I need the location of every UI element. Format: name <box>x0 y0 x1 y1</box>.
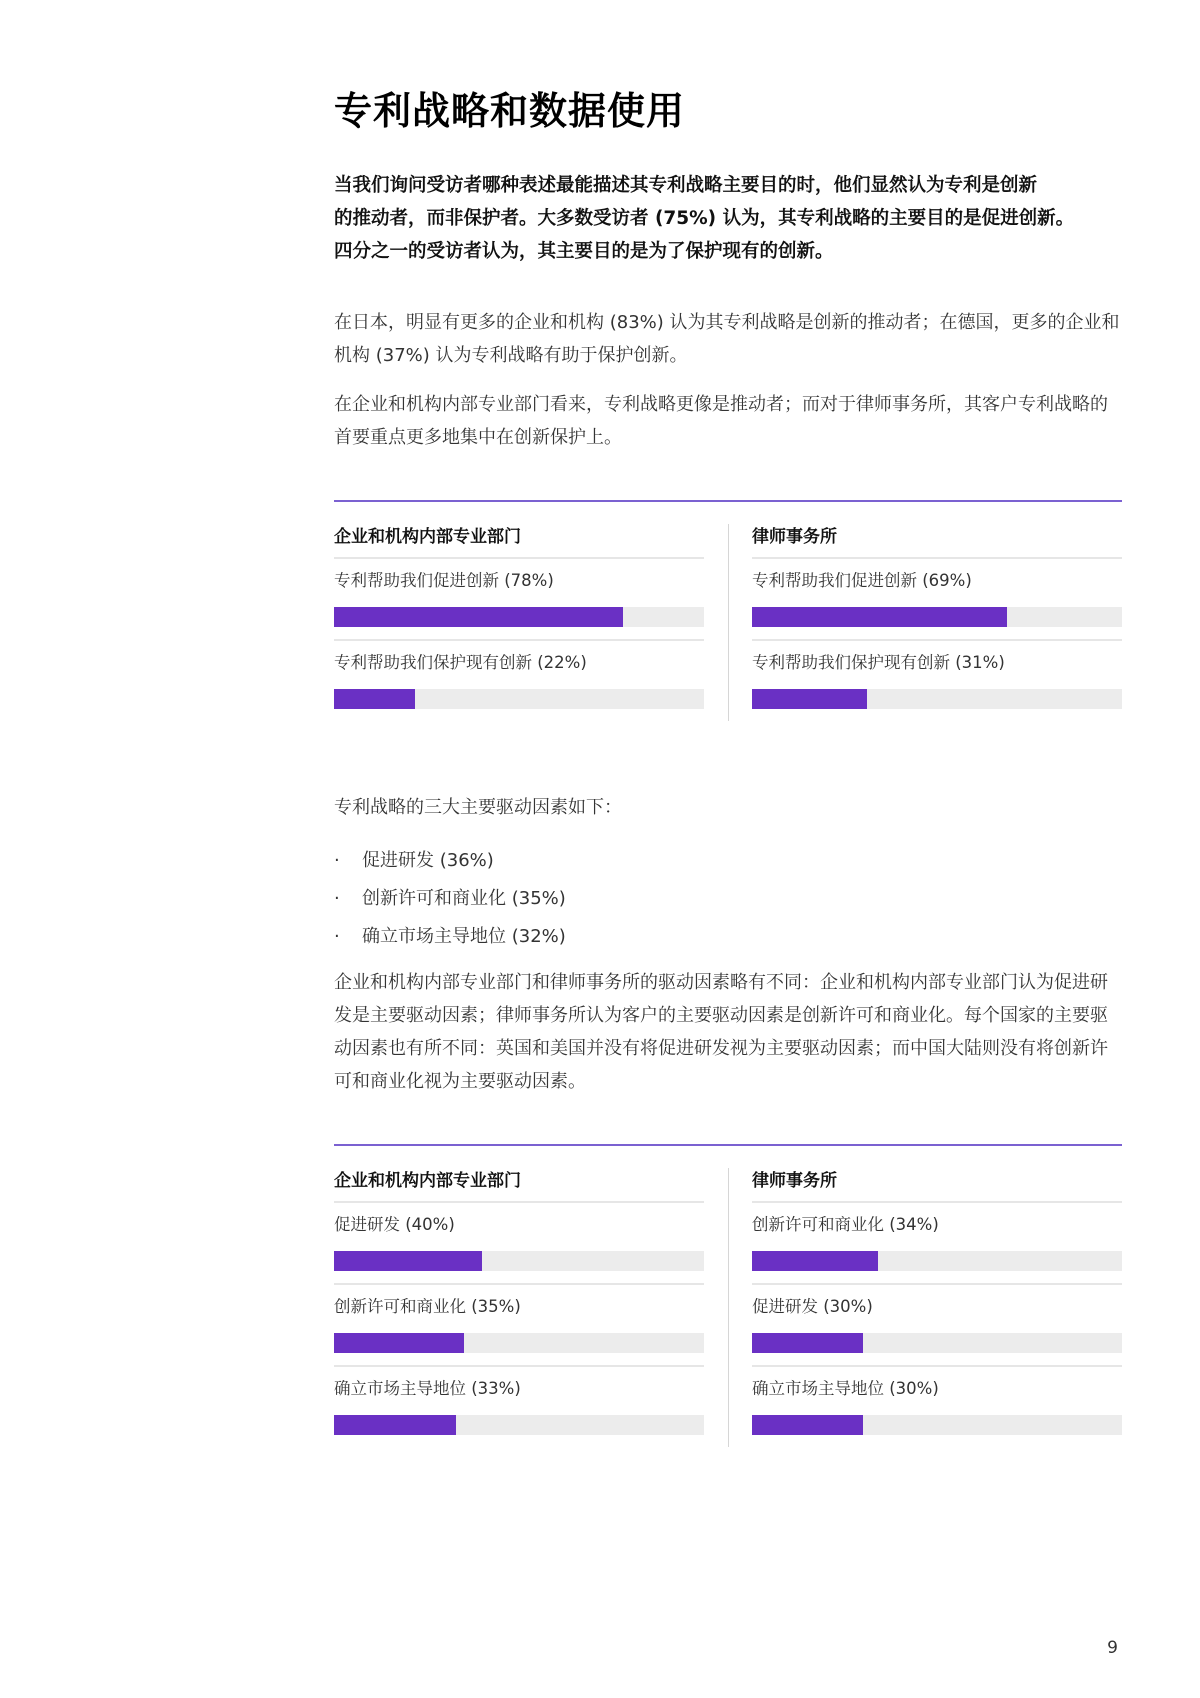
bar-fill <box>334 1415 456 1435</box>
list-item-text: 促进研发 (36%) <box>362 850 494 871</box>
chart-column <box>334 522 704 721</box>
body-paragraph: 在企业和机构内部专业部门看来，专利战略更像是推动者；而对于律师事务所，其客户专利战略的首要重点更多地集中在创新保护上。 <box>334 394 1108 448</box>
bar-track <box>752 1333 1122 1353</box>
bar-track <box>334 1251 704 1271</box>
chart-purpose <box>334 500 1122 721</box>
chart-column <box>334 1166 704 1447</box>
bar-label: 专利帮助我们保护现有创新 (22%) <box>334 653 587 672</box>
bullet: · <box>334 926 340 947</box>
bar-item <box>334 559 704 641</box>
bar-track <box>752 689 1122 709</box>
bullet: · <box>334 888 340 909</box>
bar-track <box>752 1415 1122 1435</box>
column-divider <box>728 1168 729 1447</box>
bar-label: 创新许可和商业化 (34%) <box>752 1215 939 1234</box>
bar-track <box>334 1333 704 1353</box>
bar-track <box>334 607 704 627</box>
drivers-paragraph: 企业和机构内部专业部门和律师事务所的驱动因素略有不同：企业和机构内部专业部门认为促进研发是主要驱动因素；律师事务所认为客户的主要驱动因素是创新许可和商业化。每个国家的主要驱动因素也有所不同：英国和美国并没有将促进研发视为主要驱动因素；而中国大陆则没有将创新许可和商业化视为主要驱动因素。 <box>334 972 1108 1092</box>
list-item <box>334 842 1122 880</box>
bar-fill <box>334 1333 464 1353</box>
chart-column-title: 企业和机构内部专业部门 <box>334 522 704 559</box>
bar-item <box>752 1285 1122 1367</box>
bar-label: 创新许可和商业化 (35%) <box>334 1297 521 1316</box>
bar-label: 确立市场主导地位 (30%) <box>752 1379 939 1398</box>
bar-label: 专利帮助我们保护现有创新 (31%) <box>752 653 1005 672</box>
lead-line: 四分之一的受访者认为，其主要目的是为了保护现有的创新。 <box>334 241 834 262</box>
bar-item <box>752 559 1122 641</box>
bar-track <box>334 689 704 709</box>
lead-line: 当我们询问受访者哪种表述最能描述其专利战略主要目的时，他们显然认为专利是创新 <box>334 175 1038 196</box>
bar-fill <box>752 1333 863 1353</box>
bar-item <box>334 1285 704 1367</box>
bar-item <box>752 641 1122 721</box>
chart-column <box>752 1166 1122 1447</box>
drivers-intro: 专利战略的三大主要驱动因素如下： <box>334 797 622 818</box>
bar-track <box>334 1415 704 1435</box>
body-paragraph: 在日本，明显有更多的企业和机构 (83%) 认为其专利战略是创新的推动者；在德国，更多的企业和机构 (37%) 认为专利战略有助于保护创新。 <box>334 312 1120 366</box>
list-item-text: 确立市场主导地位 (32%) <box>362 926 566 947</box>
bar-fill <box>752 689 867 709</box>
bar-fill <box>752 607 1007 627</box>
bar-label: 确立市场主导地位 (33%) <box>334 1379 521 1398</box>
bar-fill <box>334 689 415 709</box>
bar-item <box>334 1203 704 1285</box>
bar-label: 专利帮助我们促进创新 (69%) <box>752 571 972 590</box>
lead-paragraph <box>334 169 1122 268</box>
bar-track <box>752 1251 1122 1271</box>
list-item-text: 创新许可和商业化 (35%) <box>362 888 566 909</box>
drivers-list <box>334 842 1122 956</box>
bar-label: 促进研发 (40%) <box>334 1215 455 1234</box>
bar-item <box>334 641 704 721</box>
chart-column-title: 律师事务所 <box>752 522 1122 559</box>
chart-column-title: 企业和机构内部专业部门 <box>334 1166 704 1203</box>
bar-item <box>334 1367 704 1447</box>
bar-item <box>752 1203 1122 1285</box>
list-item <box>334 918 1122 956</box>
chart-drivers <box>334 1144 1122 1447</box>
bar-fill <box>334 1251 482 1271</box>
bar-item <box>752 1367 1122 1447</box>
chart-column <box>752 522 1122 721</box>
bullet: · <box>334 850 340 871</box>
column-divider <box>728 524 729 721</box>
bar-track <box>752 607 1122 627</box>
page-title: 专利战略和数据使用 <box>334 89 686 133</box>
chart-column-title: 律师事务所 <box>752 1166 1122 1203</box>
lead-line: 的推动者，而非保护者。大多数受访者 (75%) 认为，其专利战略的主要目的是促进创新。 <box>334 208 1075 229</box>
page-content <box>334 80 1122 1447</box>
bar-label: 促进研发 (30%) <box>752 1297 873 1316</box>
bar-fill <box>752 1415 863 1435</box>
bar-label: 专利帮助我们促进创新 (78%) <box>334 571 554 590</box>
page-number: 9 <box>1107 1638 1118 1658</box>
bar-fill <box>752 1251 878 1271</box>
bar-fill <box>334 607 623 627</box>
list-item <box>334 880 1122 918</box>
